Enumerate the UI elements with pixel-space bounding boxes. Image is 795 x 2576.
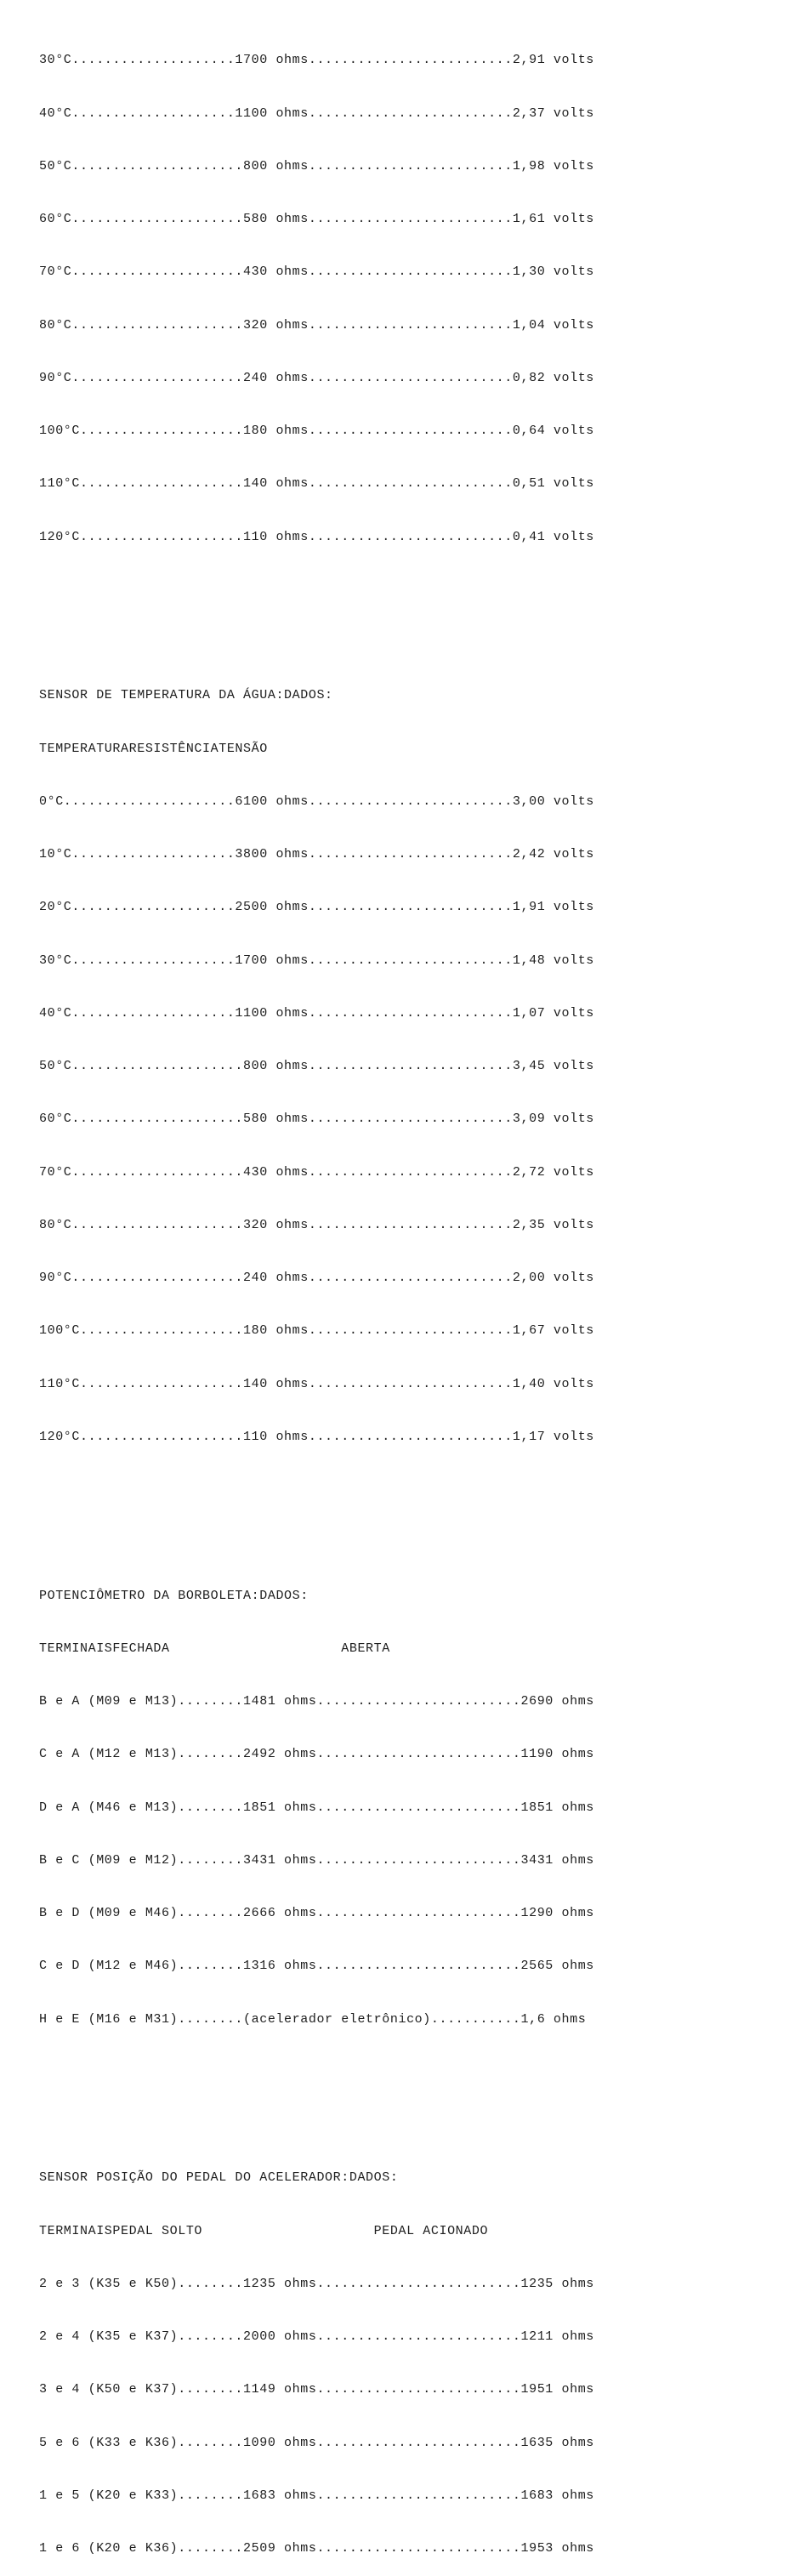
air-row-110: 110°C....................140 ohms.........................0,51 volts	[39, 476, 594, 492]
water-row-70: 70°C.....................430 ohms.........................2,72 volts	[39, 1164, 594, 1180]
pedal-row-1-6: 1 e 6 (K20 e K36)........2509 ohms.........................1953 ohms	[39, 2541, 594, 2556]
air-row-100: 100°C....................180 ohms.........................0,64 volts	[39, 424, 594, 438]
throttle-row-he: H e E (M16 e M31)........(acelerador eletrônico)...........1,6 ohms	[39, 2011, 587, 2027]
water-row-90: 90°C.....................240 ohms.........................2,00 volts	[39, 1271, 594, 1285]
air-row-40: 40°C....................1100 ohms.........................2,37 volts	[39, 105, 594, 121]
pedal-column-header: TERMINAISPEDAL SOLTO PEDAL ACIONADO	[39, 2223, 489, 2238]
air-row-80: 80°C.....................320 ohms.........................1,04 volts	[39, 317, 594, 333]
water-row-100: 100°C....................180 ohms.........................1,67 volts	[39, 1323, 594, 1339]
water-row-60: 60°C.....................580 ohms.........................3,09 volts	[39, 1112, 594, 1127]
document-body	[39, 0, 594, 2576]
throttle-row-ba: B e A (M09 e M13)........1481 ohms.........................2690 ohms	[39, 1694, 594, 1709]
water-row-50: 50°C.....................800 ohms.........................3,45 volts	[39, 1059, 594, 1073]
water-row-0: 0°C.....................6100 ohms.........................3,00 volts	[39, 793, 594, 809]
air-row-120: 120°C....................110 ohms.........................0,41 volts	[39, 529, 594, 544]
throttle-row-ca: C e A (M12 e M13)........2492 ohms.........................1190 ohms	[39, 1747, 594, 1762]
throttle-section-title: POTENCIÔMETRO DA BORBOLETA:DADOS:	[39, 1588, 309, 1603]
throttle-row-da: D e A (M46 e M13)........1851 ohms.........................1851 ohms	[39, 1800, 594, 1815]
throttle-row-bd: B e D (M09 e M46)........2666 ohms.........................1290 ohms	[39, 1906, 594, 1920]
air-row-50: 50°C.....................800 ohms.........................1,98 volts	[39, 158, 594, 173]
water-row-10: 10°C....................3800 ohms.........................2,42 volts	[39, 847, 594, 862]
section-gap	[39, 2082, 594, 2100]
water-column-header: TEMPERATURARESISTÊNCIATENSÃO	[39, 741, 268, 756]
pedal-row-5-6: 5 e 6 (K33 e K36)........1090 ohms.........................1635 ohms	[39, 2435, 594, 2450]
pedal-section-title: SENSOR POSIÇÃO DO PEDAL DO ACELERADOR:DADOS:	[39, 2170, 399, 2186]
water-section-title: SENSOR DE TEMPERATURA DA ÁGUA:DADOS:	[39, 688, 333, 703]
throttle-column-header: TERMINAISFECHADA ABERTA	[39, 1641, 390, 1656]
water-row-120: 120°C....................110 ohms.........................1,17 volts	[39, 1429, 594, 1444]
section-gap	[39, 1499, 594, 1517]
pedal-row-1-5: 1 e 5 (K20 e K33)........1683 ohms.........................1683 ohms	[39, 2488, 594, 2503]
pedal-row-2-4: 2 e 4 (K35 e K37)........2000 ohms.........................1211 ohms	[39, 2329, 594, 2344]
water-row-20: 20°C....................2500 ohms.........................1,91 volts	[39, 900, 594, 915]
section-gap	[39, 600, 594, 617]
water-row-40: 40°C....................1100 ohms.........................1,07 volts	[39, 1005, 594, 1021]
air-row-70: 70°C.....................430 ohms.........................1,30 volts	[39, 264, 594, 280]
water-row-110: 110°C....................140 ohms.........................1,40 volts	[39, 1376, 594, 1391]
pedal-row-3-4: 3 e 4 (K50 e K37)........1149 ohms.........................1951 ohms	[39, 2382, 594, 2397]
air-row-60: 60°C.....................580 ohms.........................1,61 volts	[39, 212, 594, 226]
air-row-90: 90°C.....................240 ohms.........................0,82 volts	[39, 370, 594, 385]
water-row-80: 80°C.....................320 ohms.........................2,35 volts	[39, 1217, 594, 1232]
water-row-30: 30°C....................1700 ohms.........................1,48 volts	[39, 952, 594, 968]
throttle-row-bc: B e C (M09 e M12)........3431 ohms.........................3431 ohms	[39, 1852, 594, 1868]
air-row-30: 30°C....................1700 ohms.........................2,91 volts	[39, 53, 594, 68]
throttle-row-cd: C e D (M12 e M46)........1316 ohms.........................2565 ohms	[39, 1959, 594, 1974]
pedal-row-2-3: 2 e 3 (K35 e K50)........1235 ohms.........................1235 ohms	[39, 2276, 594, 2291]
